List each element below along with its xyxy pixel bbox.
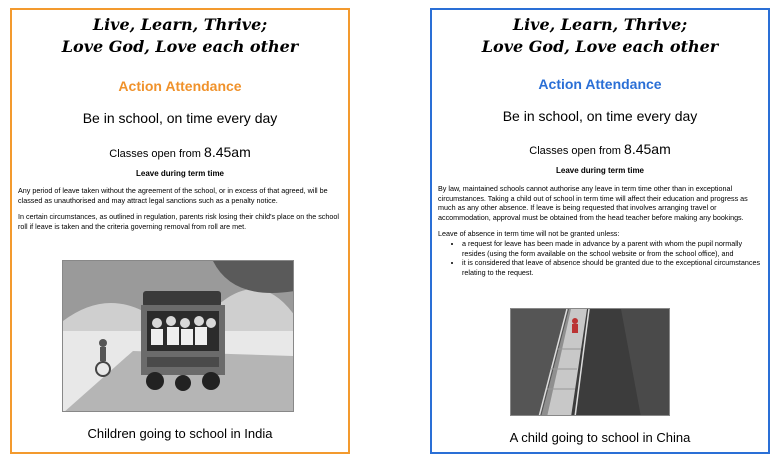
action-attendance-heading: Action Attendance (118, 78, 242, 94)
slogan: Be in school, on time every day (502, 108, 698, 124)
school-motto (12, 14, 348, 58)
slogan: Be in school, on time every day (82, 110, 278, 126)
leave-policy-text (438, 184, 762, 277)
policy-paragraph-2: In certain circumstances, as outlined in regulation, parents risk losing their child's place on the school roll if leave is taken and the criteria governing removal from roll are met. (18, 212, 339, 231)
classes-open-text (12, 144, 348, 160)
rope-bridge-photo-illustration (511, 309, 670, 416)
list-item: • it is considered that leave of absence should be granted due to the exceptional circumstances relating to the request. (462, 258, 762, 277)
auto-rickshaw-photo-illustration (63, 261, 294, 412)
conditions-list (438, 239, 762, 277)
action-attendance-heading: Action Attendance (538, 76, 662, 92)
classes-prefix: Classes open from (529, 145, 621, 157)
leave-policy-text (18, 186, 342, 238)
motto-line-2: Love God, Love each other (61, 37, 299, 56)
photo-caption: A child going to school in China (509, 430, 691, 445)
classes-time: 8.45am (624, 141, 671, 157)
motto-line-2: Love God, Love each other (481, 37, 719, 56)
leave-heading: Leave during term time (135, 169, 225, 178)
leave-heading: Leave during term time (555, 166, 645, 175)
motto-line-1: Live, Learn, Thrive; (92, 15, 268, 34)
school-motto (432, 14, 768, 58)
classes-prefix: Classes open from (109, 148, 201, 160)
policy-paragraph-1: By law, maintained schools cannot authorise any leave in term time other than in exceptional circumstances. Taking a child out of school in term time will affect their education and progress as much as any other absence. If leave is being requested that involves arranging travel or accommodation, approval must be obtained from the head teacher before making any bookings. (438, 184, 748, 222)
attendance-poster-orange (10, 8, 350, 454)
attendance-poster-blue (430, 8, 770, 454)
photo-children-india (62, 260, 294, 412)
classes-time: 8.45am (204, 144, 251, 160)
photo-child-china (510, 308, 670, 416)
motto-line-1: Live, Learn, Thrive; (512, 15, 688, 34)
photo-caption: Children going to school in India (87, 426, 273, 441)
list-item: • a request for leave has been made in advance by a parent with whom the pupil normally resides (using the form available on the school website or from the school office), and (462, 239, 762, 258)
classes-open-text (432, 141, 768, 157)
policy-paragraph-1: Any period of leave taken without the agreement of the school, or in excess of that agreed, will be classed as unauthorised and may attract legal sanctions such as a penalty notice. (18, 186, 328, 205)
policy-paragraph-2: Leave of absence in term time will not be granted unless: (438, 229, 620, 239)
